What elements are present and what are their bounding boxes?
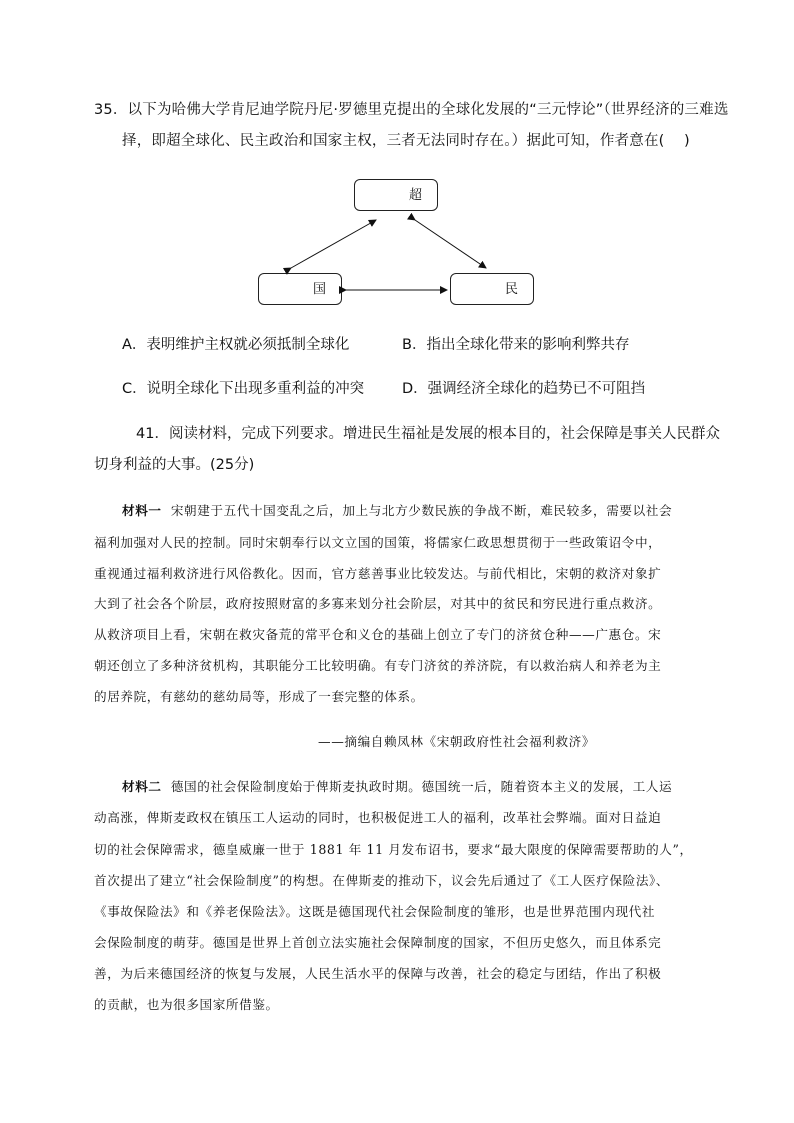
material1-label: 材料一 (122, 503, 162, 518)
material1-line-1 (122, 503, 672, 519)
material1-line-2: 福利加强对人民的控制。同时宋朝奉行以文立国的国策，将儒家仁政思想贯彻于一些政策诏令中， (94, 535, 662, 550)
diagram-label-top: 超 (409, 188, 423, 203)
material2-line-1 (122, 779, 672, 795)
q35-stem-line-1: 35．以下为哈佛大学肯尼迪学院丹尼·罗德里克提出的全球化发展的“三元悖论”（世界经济的三难选 (94, 102, 729, 118)
material2-line-6: 会保险制度的萌芽。德国是世界上首创立法实施社会保障制度的国家，不但历史悠久，而且体系完 (94, 935, 662, 950)
material1-text-0: 宋朝建于五代十国变乱之后，加上与北方少数民族的争战不断，难民较多，需要以社会 (170, 503, 673, 518)
arrow-top-left (291, 220, 376, 268)
material2-line-7: 善，为后来德国经济的恢复与发展，人民生活水平的保障与改善，社会的稳定与团结，作出了积极 (94, 966, 662, 981)
material2-line-4: 首次提出了建立“社会保险制度”的构想。在俾斯麦的推动下，议会先后通过了《工人医疗保险法》、 (94, 873, 670, 888)
option-c[interactable]: C．说明全球化下出现多重利益的冲突 (122, 381, 365, 397)
q41-stem-line-1: 41．阅读材料，完成下列要求。增进民生福祉是发展的根本目的，社会保障是事关人民群众 (136, 426, 720, 442)
option-d[interactable]: D．强调经济全球化的趋势已不可阻挡 (402, 381, 646, 397)
diagram-label-left: 国 (313, 282, 327, 297)
trilemma-diagram (250, 176, 550, 310)
material2-line-5: 《事故保险法》和《养老保险法》。这既是德国现代社会保险制度的雏形，也是世界范围内现代社 (94, 904, 656, 919)
material1-line-6: 朝还创立了多种济贫机构，其职能分工比较明确。有专门济贫的养济院，有以救治病人和养老为主 (94, 658, 662, 673)
material2-label: 材料二 (122, 779, 162, 794)
material2-text-0: 德国的社会保险制度始于俾斯麦执政时期。德国统一后，随着资本主义的发展，工人运 (170, 779, 673, 794)
option-a[interactable]: A．表明维护主权就必须抵制全球化 (122, 337, 350, 353)
material2-line-3: 切的社会保障需求，德皇威廉一世于 1881 年 11 月发布诏书，要求“最大限度的保障需要帮助的人”， (94, 842, 693, 857)
option-b[interactable]: B．指出全球化带来的影响利弊共存 (402, 337, 630, 353)
diagram-label-right: 民 (505, 282, 519, 297)
material1-line-7: 的居养院，有慈幼的慈幼局等，形成了一套完整的体系。 (94, 689, 424, 704)
q41-stem-line-2: 切身利益的大事。(25分) (94, 457, 255, 473)
material1-line-3: 重视通过福利救济进行风俗教化。因而，官方慈善事业比较发达。与前代相比，宋朝的救济对象扩 (94, 566, 662, 581)
material1-line-5: 从救济项目上看，宋朝在救灾备荒的常平仓和义仓的基础上创立了专门的济贫仓种——广惠仓。宋 (94, 627, 662, 642)
material1-source: ——摘编自赖凤林《宋朝政府性社会福利救济》 (318, 734, 596, 749)
material1-line-4: 大到了社会各个阶层，政府按照财富的多寡来划分社会阶层，对其中的贫民和穷民进行重点救济。 (94, 596, 662, 611)
material2-line-8: 的贡献，也为很多国家所借鉴。 (94, 997, 279, 1012)
q35-stem-line-2: 择，即超全球化、民主政治和国家主权，三者无法同时存在。）据此可知，作者意在( ) (122, 133, 690, 149)
material2-line-2: 动高涨，俾斯麦政权在镇压工人运动的同时，也积极促进工人的福利，改革社会弊端。面对日益迫 (94, 810, 662, 825)
diagram-arrows (250, 176, 550, 310)
arrow-top-right (415, 220, 486, 268)
